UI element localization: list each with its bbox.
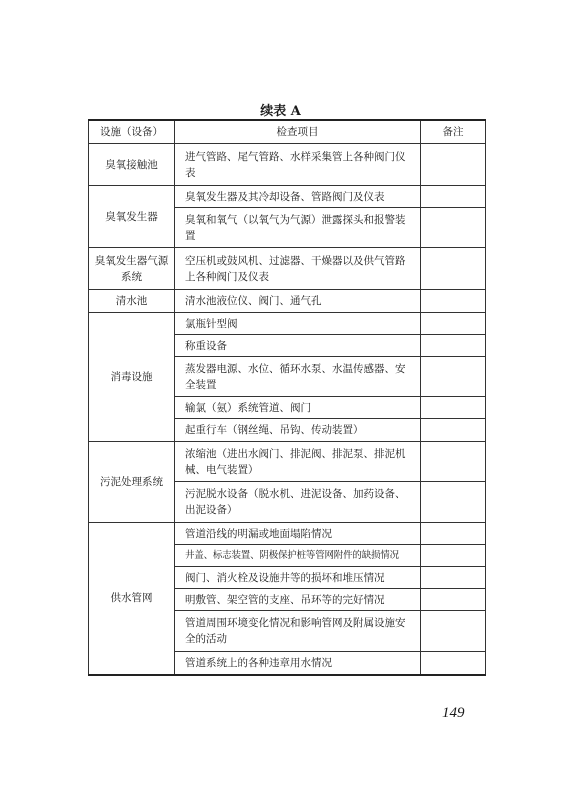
table-row bbox=[89, 144, 486, 186]
note-cell bbox=[421, 208, 486, 248]
table-row bbox=[89, 442, 486, 482]
item-cell: 氯瓶针型阀 bbox=[175, 313, 421, 335]
item-cell: 输氯（氨）系统管道、阀门 bbox=[175, 397, 421, 419]
item-cell: 阀门、消火栓及设施井等的损坏和堆压情况 bbox=[175, 567, 421, 589]
table-row bbox=[89, 186, 486, 208]
note-cell bbox=[421, 335, 486, 357]
note-cell bbox=[421, 397, 486, 419]
item-cell: 清水池液位仪、阀门、通气孔 bbox=[175, 290, 421, 313]
note-cell bbox=[421, 545, 486, 567]
facility-cell: 清水池 bbox=[89, 290, 175, 313]
table-row bbox=[89, 523, 486, 545]
facility-cell: 臭氧接触池 bbox=[89, 144, 175, 186]
item-cell: 管道系统上的各种违章用水情况 bbox=[175, 652, 421, 675]
header-item: 检查项目 bbox=[175, 120, 421, 144]
note-cell bbox=[421, 523, 486, 545]
note-cell bbox=[421, 611, 486, 652]
facility-cell: 污泥处理系统 bbox=[89, 442, 175, 523]
note-cell bbox=[421, 442, 486, 482]
item-cell: 臭氧发生器及其冷却设备、管路阀门及仪表 bbox=[175, 186, 421, 208]
item-cell: 空压机或鼓风机、过滤器、干燥器以及供气管路上各种阀门及仪表 bbox=[175, 248, 421, 290]
note-cell bbox=[421, 144, 486, 186]
note-cell bbox=[421, 652, 486, 675]
header-note: 备注 bbox=[421, 120, 486, 144]
page-number: 149 bbox=[442, 705, 465, 721]
item-cell: 蒸发器电源、水位、循环水泵、水温传感器、安全装置 bbox=[175, 357, 421, 397]
table-row bbox=[89, 313, 486, 335]
item-cell: 进气管路、尾气管路、水样采集管上各种阀门仪表 bbox=[175, 144, 421, 186]
facility-cell: 臭氧发生器气源系统 bbox=[89, 248, 175, 290]
table-header-row bbox=[89, 120, 486, 144]
item-cell: 称重设备 bbox=[175, 335, 421, 357]
item-cell: 起重行车（钢丝绳、吊钩、传动装置） bbox=[175, 419, 421, 442]
inspection-table bbox=[88, 119, 486, 676]
note-cell bbox=[421, 419, 486, 442]
header-facility: 设施（设备） bbox=[89, 120, 175, 144]
note-cell bbox=[421, 357, 486, 397]
item-cell: 井盖、标志装置、阴极保护桩等管网附件的缺损情况 bbox=[175, 545, 421, 567]
note-cell bbox=[421, 589, 486, 611]
note-cell bbox=[421, 248, 486, 290]
item-cell: 明敷管、架空管的支座、吊环等的完好情况 bbox=[175, 589, 421, 611]
item-cell: 管道沿线的明漏或地面塌陷情况 bbox=[175, 523, 421, 545]
item-cell: 污泥脱水设备（脱水机、进泥设备、加药设备、出泥设备） bbox=[175, 482, 421, 523]
table-row bbox=[89, 290, 486, 313]
item-cell: 浓缩池（进出水阀门、排泥阀、排泥泵、排泥机械、电气装置） bbox=[175, 442, 421, 482]
note-cell bbox=[421, 482, 486, 523]
table-row bbox=[89, 248, 486, 290]
note-cell bbox=[421, 290, 486, 313]
facility-cell: 臭氧发生器 bbox=[89, 186, 175, 248]
table-title: 续表 A bbox=[260, 104, 301, 119]
facility-cell: 消毒设施 bbox=[89, 313, 175, 442]
facility-cell: 供水管网 bbox=[89, 523, 175, 675]
note-cell bbox=[421, 186, 486, 208]
item-cell: 管道周围环境变化情况和影响管网及附属设施安全的活动 bbox=[175, 611, 421, 652]
item-cell: 臭氧和氧气（以氧气为气源）泄露探头和报警装置 bbox=[175, 208, 421, 248]
note-cell bbox=[421, 567, 486, 589]
note-cell bbox=[421, 313, 486, 335]
